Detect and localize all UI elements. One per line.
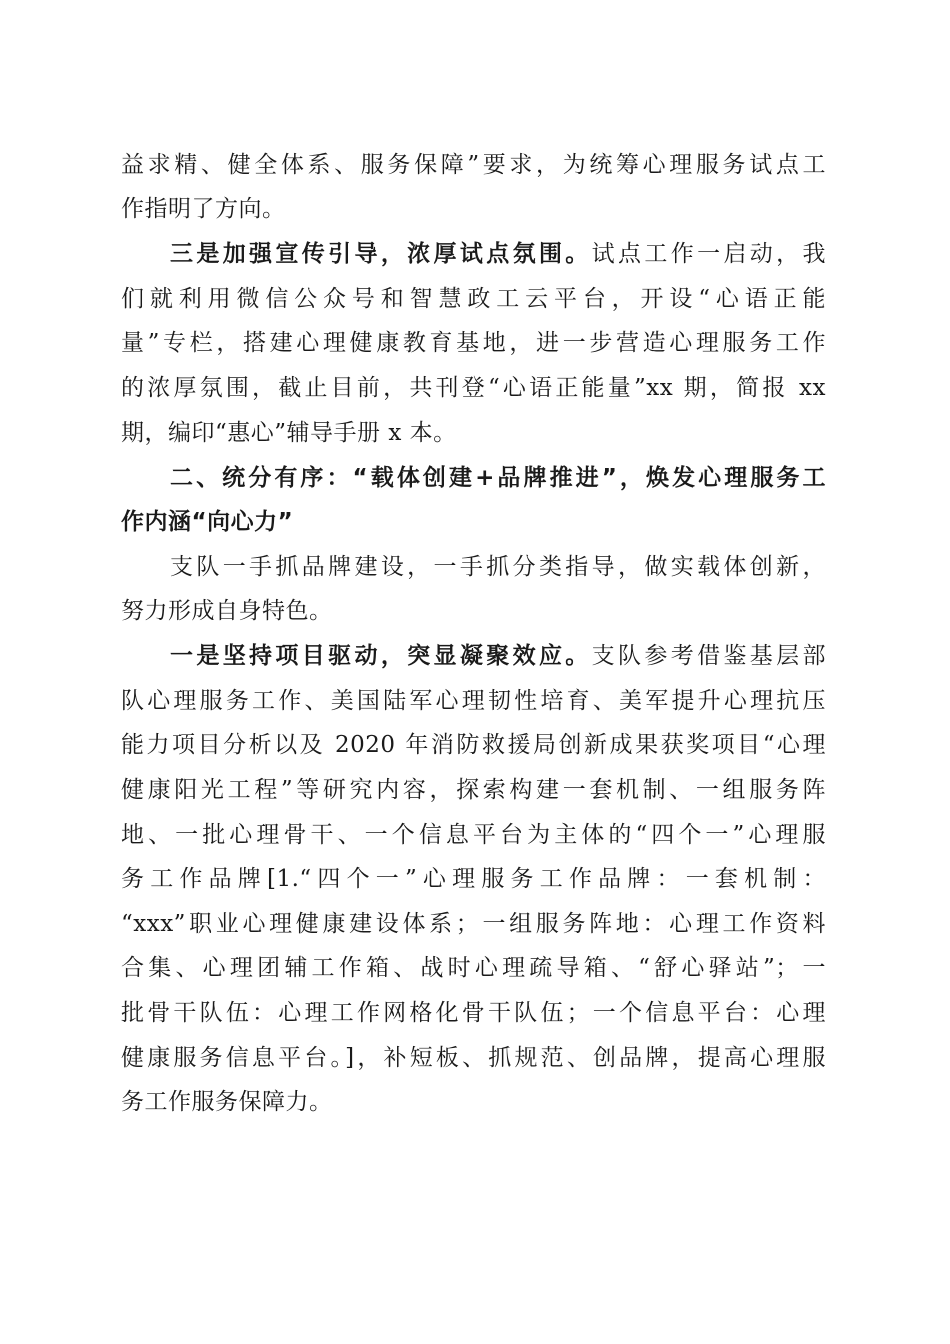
- paragraph-line: [121, 323, 826, 363]
- line-text: 务工作服务保障力。: [121, 1089, 333, 1115]
- line-text: 能力项目分析以及 2020 年消防救援局创新成果获奖项目“心理: [121, 732, 826, 758]
- paragraph-line: [121, 725, 826, 765]
- paragraph-line: [121, 1082, 826, 1122]
- paragraph-line: [170, 636, 826, 676]
- line-text: 支队一手抓品牌建设，一手抓分类指导，做实载体创新，: [170, 554, 826, 580]
- paragraph-line: [121, 948, 826, 988]
- line-text: “xxx”职业心理健康建设体系；一组服务阵地：心理工作资料: [121, 911, 826, 937]
- paragraph-line: [121, 859, 826, 899]
- section-heading: [121, 502, 826, 542]
- line-text: 益求精、健全体系、服务保障”要求，为统筹心理服务试点工: [121, 152, 826, 178]
- paragraph-line: [121, 591, 826, 631]
- line-text: 地、一批心理骨干、一个信息平台为主体的“四个一”心理服: [121, 822, 826, 848]
- paragraph-line: [121, 368, 826, 408]
- paragraph-line: [170, 234, 826, 274]
- paragraph-line: [121, 993, 826, 1033]
- line-text: 批骨干队伍：心理工作网格化骨干队伍；一个信息平台：心理: [121, 1000, 826, 1026]
- paragraph-lead: 三是加强宣传引导，浓厚试点氛围。: [170, 240, 592, 267]
- paragraph-line: [121, 145, 826, 185]
- paragraph-lead: 一是坚持项目驱动，突显凝聚效应。: [170, 642, 592, 669]
- paragraph-line: [121, 189, 826, 229]
- section-heading: [170, 458, 826, 498]
- paragraph-line: [121, 413, 826, 453]
- line-text: 努力形成自身特色。: [121, 598, 333, 624]
- paragraph-line: [121, 279, 826, 319]
- line-text: 务工作品牌[1.“四个一”心理服务工作品牌：一套机制：: [121, 866, 826, 892]
- line-text: 们就利用微信公众号和智慧政工云平台，开设“心语正能: [121, 286, 826, 312]
- line-text: 支队参考借鉴基层部: [591, 643, 827, 669]
- paragraph-line: [121, 904, 826, 944]
- paragraph-line: [121, 681, 826, 721]
- paragraph-line: [121, 1038, 826, 1078]
- line-text: 期，编印“惠心”辅导手册 x 本。: [121, 420, 457, 446]
- line-text: 的浓厚氛围，截止目前，共刊登“心语正能量”xx 期，简报 xx: [121, 375, 826, 401]
- line-text: 试点工作一启动，我: [591, 241, 827, 267]
- line-text: 量”专栏，搭建心理健康教育基地，进一步营造心理服务工作: [121, 330, 826, 356]
- paragraph-line: [121, 815, 826, 855]
- paragraph-line: [121, 770, 826, 810]
- paragraph-line: [170, 547, 826, 587]
- heading-text: 二、统分有序：“载体创建+品牌推进”，焕发心理服务工: [170, 465, 826, 491]
- heading-text: 作内涵“向心力”: [121, 509, 294, 535]
- line-text: 作指明了方向。: [121, 196, 286, 222]
- line-text: 队心理服务工作、美国陆军心理韧性培育、美军提升心理抗压: [121, 688, 826, 714]
- line-text: 健康服务信息平台。]，补短板、抓规范、创品牌，提高心理服: [121, 1045, 826, 1071]
- line-text: 健康阳光工程”等研究内容，探索构建一套机制、一组服务阵: [121, 777, 826, 803]
- line-text: 合集、心理团辅工作箱、战时心理疏导箱、“舒心驿站”；一: [121, 955, 826, 981]
